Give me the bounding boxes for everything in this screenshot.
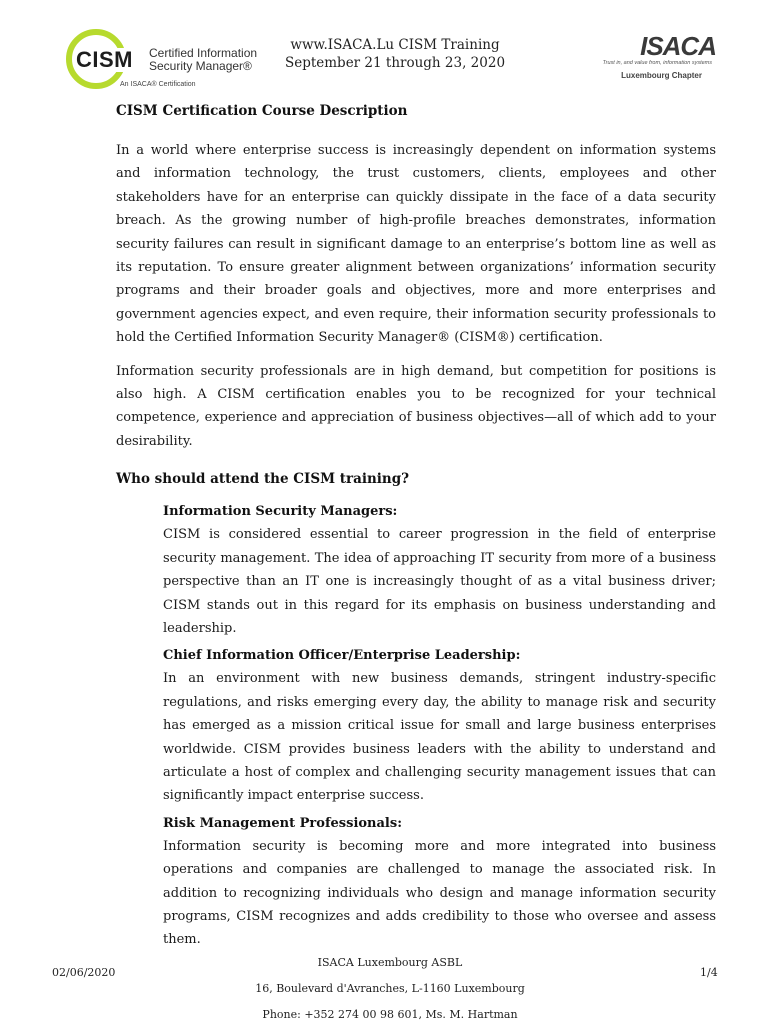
isaca-logo bbox=[596, 32, 716, 84]
footer-org: ISACA Luxembourg ASBL bbox=[317, 956, 463, 969]
footer-date: 02/06/2020 bbox=[52, 966, 116, 979]
cism-full-name: Certified Information Security Manager® bbox=[149, 46, 258, 73]
header-website: www.ISACA.Lu CISM Training bbox=[290, 37, 500, 53]
role-description: In an environment with new business demands, stringent industry-specific regulations, and risks emerging every day, the ability to manage risk and security has emerged as a mission critical issue for small and large business enterprises worldwide. CISM provides business leaders with the ability to understand and articulate a host of complex and challenging security management issues that can significantly impact enterprise success. bbox=[163, 671, 716, 804]
isaca-chapter: Luxembourg Chapter bbox=[621, 71, 702, 80]
role-section-cio-leadership bbox=[163, 645, 716, 807]
intro-paragraph-1: In a world where enterprise success is increasingly dependent on information systems and information technology, the trust customers, clients, employees and other stakeholders have for an enterprise can quickly dissipate in the face of a data security breach. As the growing number of high-profile breaches demonstrates, information security failures can result in significant damage to an enterprise’s bottom line as well as its reputation. To ensure greater alignment between organizations’ information security programs and their broader goals and objectives, more and more enterprises and government agencies expect, and even require, their information security professionals to hold the Certified Information Security Manager® (CISM®) certification. bbox=[116, 143, 716, 346]
header-center bbox=[260, 36, 530, 72]
who-should-attend-heading: Who should attend the CISM training? bbox=[116, 471, 410, 488]
cism-logo-text: CISM bbox=[76, 48, 148, 72]
footer-address: 16, Boulevard d'Avranches, L-1160 Luxembourg bbox=[255, 982, 525, 995]
isaca-logo-text: ISACA bbox=[640, 31, 716, 61]
cism-logo bbox=[66, 29, 266, 91]
role-heading: Chief Information Officer/Enterprise Leadership: bbox=[163, 648, 521, 664]
role-description: CISM is considered essential to career progression in the field of enterprise security management. The idea of approaching IT security from more of a business perspective than an IT one is increasingly thought of as a vital business driver; CISM stands out in this regard for its emphasis on business understanding and leadership. bbox=[163, 527, 716, 636]
role-section-security-managers bbox=[163, 501, 716, 640]
footer-center bbox=[220, 950, 560, 1028]
page-number: 1/4 bbox=[700, 966, 718, 979]
cism-sub: An ISACA® Certification bbox=[120, 81, 196, 88]
document-body bbox=[116, 100, 716, 952]
intro-paragraph-2: Information security professionals are in high demand, but competition for positions is also high. A CISM certification enables you to be recognized for your technical competence, experience and appreciation of business objectives—all of which add to your desirability. bbox=[116, 363, 716, 449]
role-section-risk-management bbox=[163, 813, 716, 952]
footer-phone: Phone: +352 274 00 98 601, Ms. M. Hartman bbox=[262, 1008, 518, 1021]
document-title: CISM Certification Course Description bbox=[116, 103, 408, 119]
isaca-tagline: Trust in, and value from, information systems bbox=[602, 60, 712, 66]
role-heading: Risk Management Professionals: bbox=[163, 815, 402, 831]
header-dates: September 21 through 23, 2020 bbox=[284, 55, 506, 71]
role-description: Information security is becoming more and more integrated into business operations and companies are challenged to manage the associated risk. In addition to recognizing individuals who design and manage information security programs, CISM recognizes and adds credibility to those who oversee and assess them. bbox=[163, 838, 716, 948]
role-heading: Information Security Managers: bbox=[163, 504, 398, 520]
